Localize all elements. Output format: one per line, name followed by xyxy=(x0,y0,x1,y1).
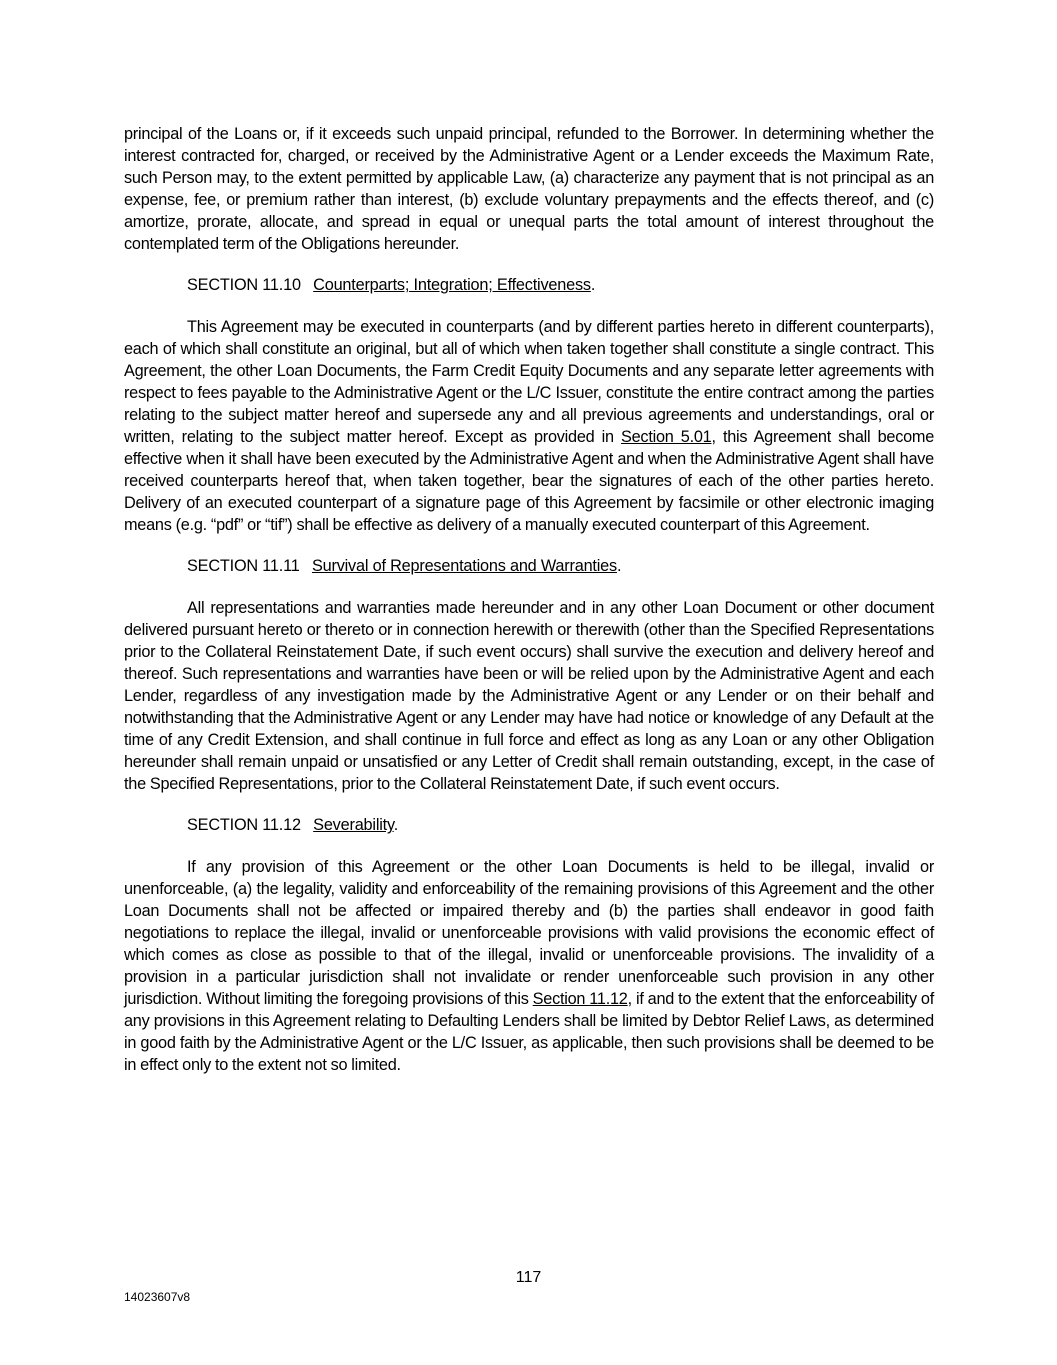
section-body-11-10 xyxy=(124,317,934,536)
section-body-text: , if and to the extent that the enforceability of any provisions in this Agreement relating to Defaulting Lenders shall be limited by Debtor Relief Laws, as determined in good faith by the Administrative Agent or the L/C Issuer, as applicable, then such provisions shall be deemed to be in effect only to the extent not so limited. xyxy=(124,989,934,1074)
document-id: 14023607v8 xyxy=(124,1290,191,1304)
section-number: SECTION 11.12 xyxy=(187,816,301,835)
section-title: Survival of Representations and Warranties xyxy=(311,557,617,576)
section-heading-11-11: SECTION 11.11 Survival of Representations and Warranties. xyxy=(187,557,622,576)
section-body-text: This Agreement may be executed in counterparts (and by different parties hereto in different counterparts), each of which shall constitute an original, but all of which when taken together shall constitute a single contract. This Agreement, the other Loan Documents, the Farm Credit Equity Documents and any separate letter agreements with respect to fees payable to the Administrative Agent or the L/C Issuer, constitute the entire contract among the parties relating to the subject matter hereof and supersede any and all previous agreements and understandings, oral or written, relating to the subject matter hereof. Except as provided in xyxy=(124,318,934,446)
section-number: SECTION 11.10 xyxy=(187,276,301,295)
section-body-11-11: All representations and warranties made hereunder and in any other Loan Document or other document delivered pursuant hereto or thereto or in connection herewith or therewith (other than the Specified Representations prior to the Collateral Reinstatement Date, if such event occurs) shall survive the execution and delivery hereof and thereof. Such representations and warranties have been or will be relied upon by the Administrative Agent and each Lender, regardless of any investigation made by the Administrative Agent or any Lender or on their behalf and notwithstanding that the Administrative Agent or any Lender may have had notice or knowledge of any Default at the time of any Credit Extension, and shall continue in full force and effect as long as any Loan or any other Obligation hereunder shall remain unpaid or unsatisfied or any Letter of Credit shall remain outstanding, except, in the case of the Specified Representations, prior to the Collateral Reinstatement Date, if such event occurs. xyxy=(124,599,934,793)
section-body-11-12 xyxy=(124,857,934,1076)
cross-reference: Section 11.12 xyxy=(532,989,628,1008)
page-number: 117 xyxy=(515,1269,542,1286)
document-page xyxy=(124,124,934,1096)
section-body-text: If any provision of this Agreement or the other Loan Documents is held to be illegal, invalid or unenforceable, (a) the legality, validity and enforceability of the remaining provisions of this Agreement and the other Loan Documents shall not be affected or impaired thereby and (b) the parties shall endeavor in good faith negotiations to replace the illegal, invalid or unenforceable provisions with valid provisions the economic effect of which comes as close as possible to that of the illegal, invalid or unenforceable provisions. The invalidity of a provision in a particular jurisdiction shall not invalidate or render unenforceable such provision in any other jurisdiction. Without limiting the foregoing provisions of this xyxy=(124,858,934,1008)
section-number: SECTION 11.11 xyxy=(187,557,300,576)
section-title: Severability xyxy=(313,816,394,835)
section-heading-11-12: SECTION 11.12 Severability. xyxy=(187,816,399,835)
section-title: Counterparts; Integration; Effectiveness xyxy=(313,276,591,295)
paragraph-interest-continuation: principal of the Loans or, if it exceeds such unpaid principal, refunded to the Borrower. In determining whether the interest contracted for, charged, or received by the Administrative Agent or a Lender exceeds the Maximum Rate, such Person may, to the extent permitted by applicable Law, (a) characterize any payment that is not principal as an expense, fee, or premium rather than interest, (b) exclude voluntary prepayments and the effects thereof, and (c) amortize, prorate, allocate, and spread in equal or unequal parts the total amount of interest throughout the contemplated term of the Obligations hereunder. xyxy=(124,125,934,253)
cross-reference: Section 5.01 xyxy=(621,427,712,446)
section-heading-11-10: SECTION 11.10 Counterparts; Integration; Effectiveness. xyxy=(187,276,596,295)
section-body-text: , this Agreement shall become effective when it shall have been executed by the Administrative Agent and when the Administrative Agent shall have received counterparts hereof that, when taken together, bear the signatures of each of the other parties hereto. Delivery of an executed counterpart of a signature page of this Agreement by facsimile or other electronic imaging means (e.g. “pdf” or “tif”) shall be effective as delivery of a manually executed counterpart of this Agreement. xyxy=(124,427,935,534)
